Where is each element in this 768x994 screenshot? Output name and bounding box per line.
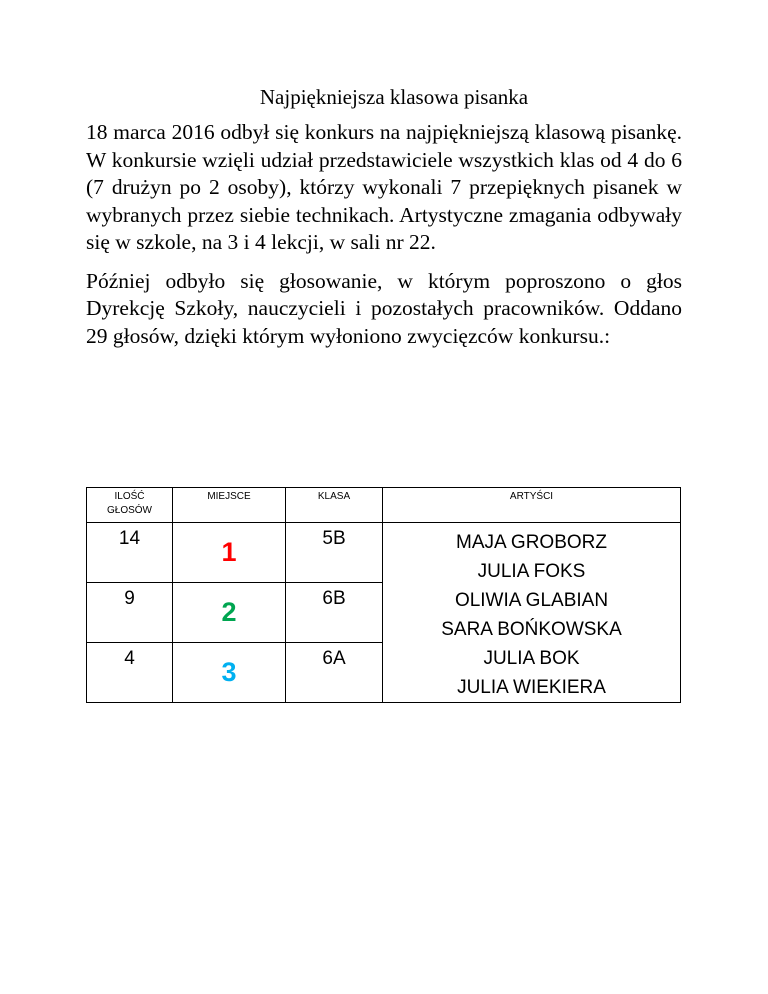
place-cell: 3 <box>173 643 286 703</box>
artist-name: OLIWIA GLABIAN <box>454 590 609 611</box>
place-cell: 2 <box>173 583 286 643</box>
artist-name: JULIA BOK <box>483 648 580 669</box>
document-title: Najpiękniejsza klasowa pisanka <box>259 85 529 109</box>
artists-cell <box>383 523 681 703</box>
paragraph-intro: 18 marca 2016 odbył się konkurs na najpiękniejszą klasową pisankę. W konkursie wzięli udział przedstawiciele wszystkich klas od 4 do 6 (7 drużyn po 2 osoby), którzy wykonali 7 przepięknych pisanek w wybranych przez siebie technikach. Artystyczne zmagania odbywały się w szkole, na 3 i 4 lekcji, w sali nr 22. <box>86 120 682 254</box>
header-votes: ILOŚĆ GŁOSÓW <box>87 488 173 523</box>
class-cell: 5B <box>286 523 383 583</box>
class-cell: 6B <box>286 583 383 643</box>
votes-cell: 14 <box>87 523 173 583</box>
header-class: KLASA <box>286 488 383 523</box>
results-table <box>86 487 681 703</box>
artist-name: JULIA WIEKIERA <box>457 677 606 698</box>
class-cell: 6A <box>286 643 383 703</box>
artist-name: SARA BOŃKOWSKA <box>441 619 622 640</box>
place-cell: 1 <box>173 523 286 583</box>
table-header-row <box>87 488 681 523</box>
header-place: MIEJSCE <box>173 488 286 523</box>
votes-cell: 4 <box>87 643 173 703</box>
header-artists: ARTYŚCI <box>383 488 681 523</box>
document-body <box>86 82 682 350</box>
table-row <box>87 523 681 583</box>
artist-name: MAJA GROBORZ <box>456 532 607 553</box>
artist-name: JULIA FOKS <box>477 561 586 582</box>
paragraph-voting: Później odbyło się głosowanie, w którym poproszono o głos Dyrekcję Szkoły, nauczycieli i pozostałych pracowników. Oddano 29 głosów, dzięki którym wyłoniono zwycięzców konkursu.: <box>86 268 682 348</box>
votes-cell: 9 <box>87 583 173 643</box>
